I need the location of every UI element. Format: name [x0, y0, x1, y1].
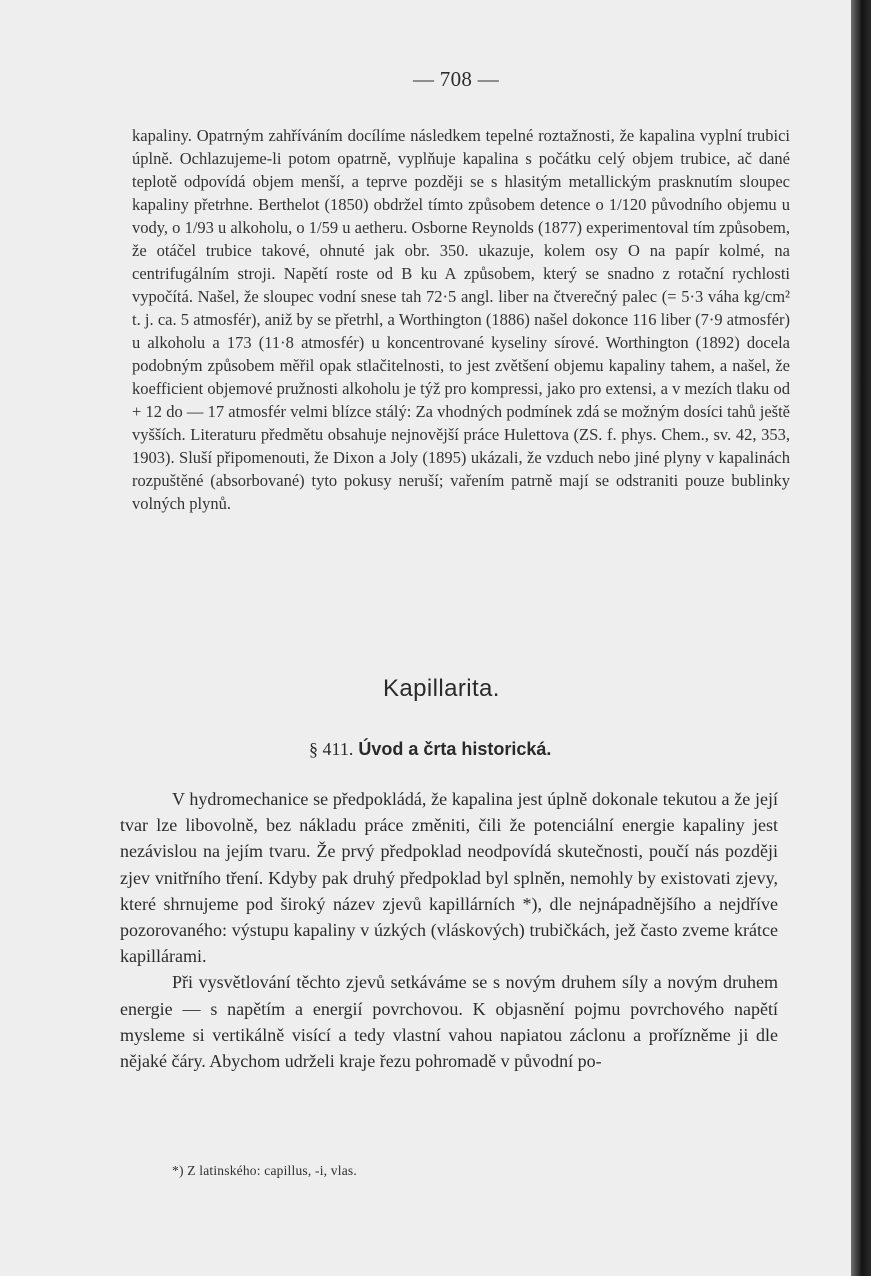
main-text-block [120, 786, 778, 1074]
small-print-paragraph: kapaliny. Opatrným zahříváním docílíme následkem tepelné roztažnosti, že kapalina vyplní trubici úplně. Ochlazujeme-li potom opatrně, vyplňuje kapalina s počátku celý objem trubice, ač dané teplotě odpovídá objem menší, a teprve později se s hlasitým metallickým prasknutím sloupec kapaliny přetrhne. Berthelot (1850) obdržel tímto způsobem detence o 1/120 původního objemu u vody, o 1/93 u alkoholu, o 1/59 u aetheru. Osborne Reynolds (1877) experimentoval tím způsobem, že otáčel trubice takové, ohnuté jak obr. 350. ukazuje, kolem osy O na papír kolmé, na centrifugálním stroji. Napětí roste od B ku A způsobem, který se snadno z rotační rychlosti vypočítá. Našel, že sloupec vodní snese tah 72·5 angl. liber na čtverečný palec (= 5·3 váha kg/cm² t. j. ca. 5 atmosfér), aniž by se přetrhl, a Worthington (1886) našel dokonce 116 liber (7·9 atmosfér) u alkoholu a 173 (11·8 atmosfér) u koncentrované kyseliny sírové. Worthington (1892) docela podobným způsobem měřil opak stlačitelnosti, to jest zvětšení objemu kapaliny tahem, a našel, že koefficient objemové pružnosti alkoholu je týž pro kompressi, jako pro extensi, a v mezích tlaku od + 12 do — 17 atmosfér velmi blízce stálý: Za vhodných podmínek zdá se možným dosíci tahů ještě vyšších. Literaturu předmětu obsahuje nejnovější práce Hulettova (ZS. f. phys. Chem., sv. 42, 353, 1903). Sluší připomenouti, že Dixon a Joly (1895) ukázali, že vzduch nebo jiné plyny v kapalinách rozpuštěné (absorbované) tyto pokusy neruší; vařením patrně mají se odstraniti pouze bublinky volných plynů. [132, 126, 790, 513]
page-number: — 708 — [412, 67, 500, 91]
body-paragraph: V hydromechanice se předpokládá, že kapalina jest úplně dokonale tekutou a že její tvar lze libovolně, bez nákladu práce změniti, čili že potenciální energie kapaliny jest nezávislou na jejím tvaru. Že prvý předpoklad neodpovídá skutečnosti, poučí nás později zjev vnitřního tření. Kdyby pak druhý předpoklad byl splněn, nemohly by existovati zjevy, které shrnujeme pod široký název zjevů kapillárních *), dle nejnápadnějšího a nejdříve pozorovaného: výstupu kapaliny v úzkých (vláskových) trubičkách, jež často zveme krátce kapillárami. [120, 789, 778, 967]
subsection-title: Úvod a črta historická. [358, 739, 552, 759]
subsection-heading [309, 739, 619, 760]
footnote: *) Z latinského: capillus, -i, vlas. [172, 1163, 357, 1178]
page-edge-shadow [851, 0, 871, 1276]
small-print-block [132, 124, 790, 515]
section-title: Kapillarita. [383, 675, 500, 702]
subsection-number: § 411. [309, 739, 354, 759]
body-paragraph: Při vysvětlování těchto zjevů setkáváme se s novým druhem síly a novým druhem energie — s napětím a energií povrchovou. K objasnění pojmu povrchového napětí mysleme si vertikálně visící a tedy vlastní vahou napiatou záclonu a prořízněme ji dle nějaké čáry. Abychom udrželi kraje řezu pohromadě v původní po- [120, 972, 778, 1072]
